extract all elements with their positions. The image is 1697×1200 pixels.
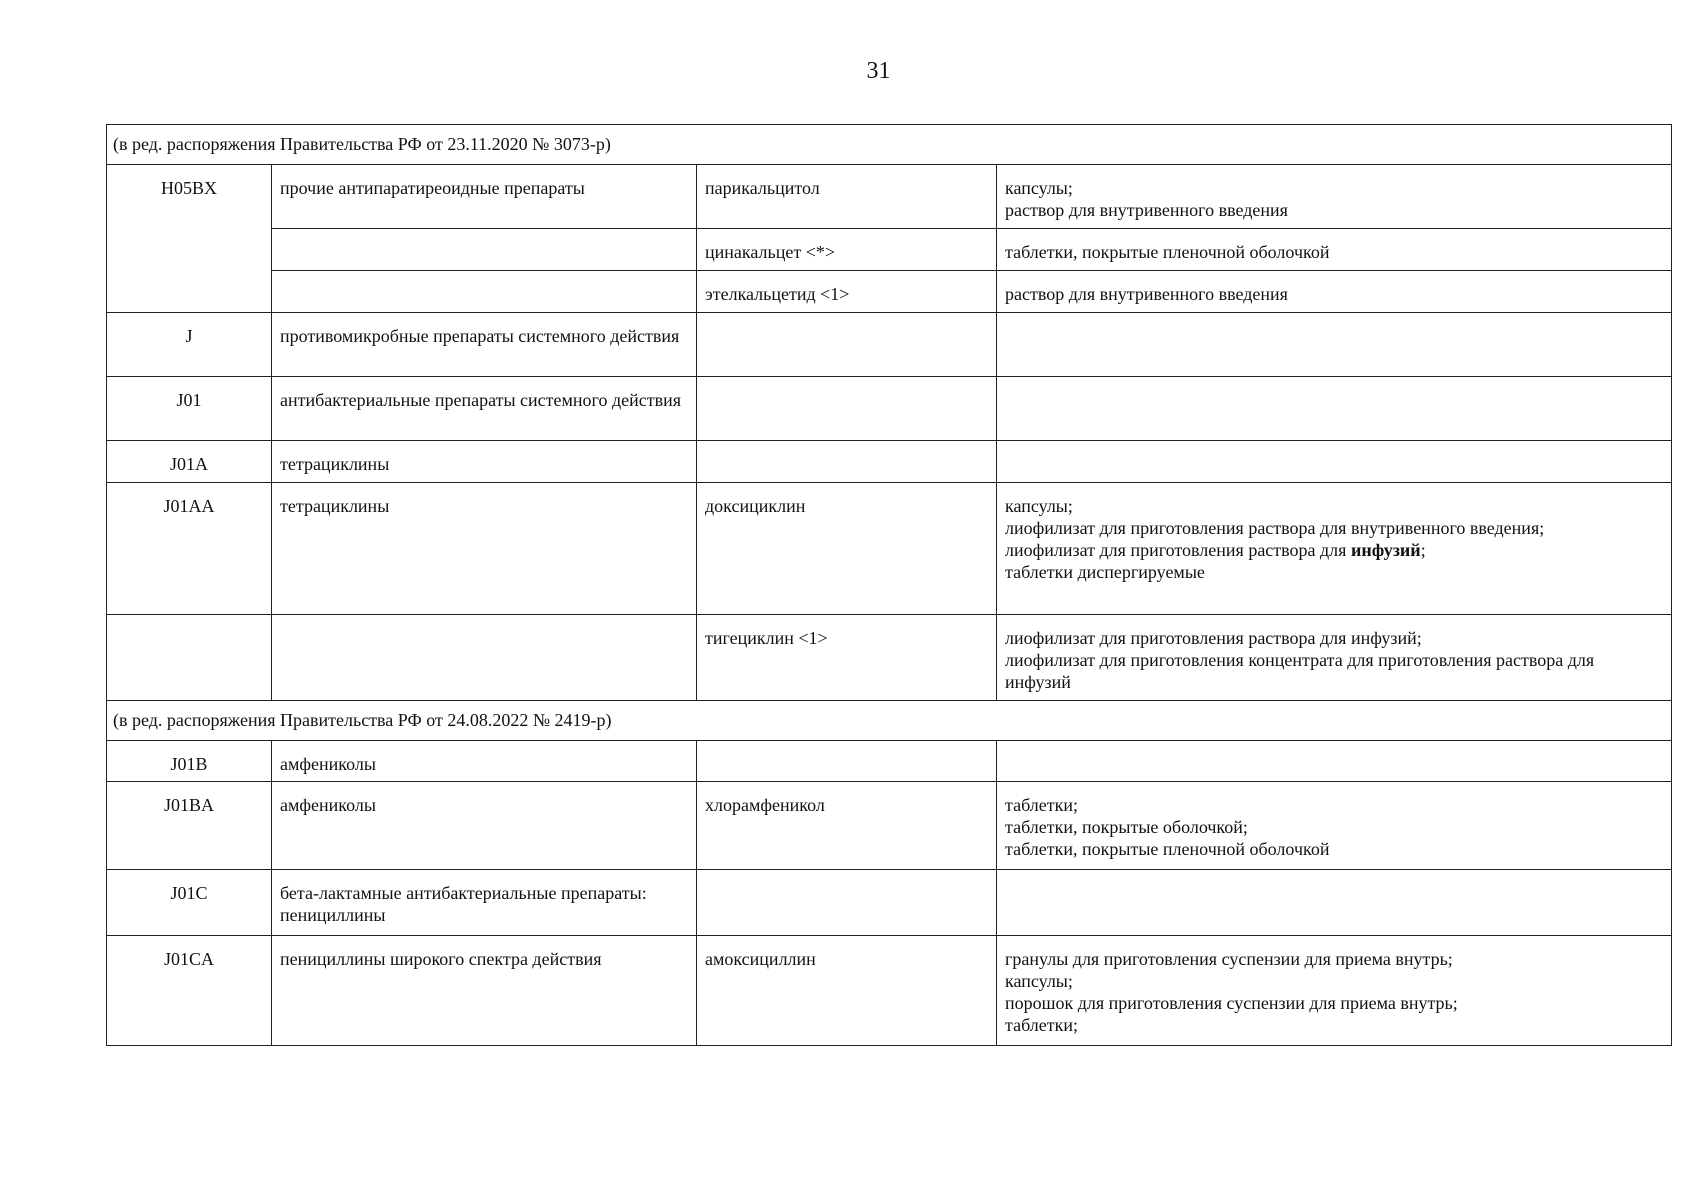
atc-code: J [107, 313, 272, 377]
drug-name: амоксициллин [697, 936, 997, 1046]
atc-group [272, 271, 697, 313]
table-row [107, 870, 1672, 936]
dosage-forms [997, 615, 1672, 701]
table-row [107, 936, 1672, 1046]
table-row [107, 229, 1672, 271]
atc-group: бета-лактамные антибактериальные препараты: пенициллины [272, 870, 697, 936]
amendment-row [107, 125, 1672, 165]
atc-group: амфениколы [272, 741, 697, 782]
table-row [107, 741, 1672, 782]
drug-name [697, 377, 997, 441]
atc-group: тетрациклины [272, 483, 697, 615]
table-row [107, 483, 1672, 615]
atc-group: противомикробные препараты системного действия [272, 313, 697, 377]
drug-name [697, 870, 997, 936]
dosage-form: порошок для приготовления суспензии для приема внутрь; [1005, 993, 1458, 1013]
dosage-form: таблетки, покрытые оболочкой; [1005, 817, 1248, 837]
table-row [107, 313, 1672, 377]
atc-group: антибактериальные препараты системного действия [272, 377, 697, 441]
dosage-forms [997, 936, 1672, 1046]
dosage-forms [997, 782, 1672, 870]
dosage-form-text: лиофилизат для приготовления раствора для [1005, 540, 1351, 560]
dosage-forms [997, 483, 1672, 615]
drug-name: этелкальцетид <1> [697, 271, 997, 313]
dosage-form: капсулы; [1005, 971, 1073, 991]
atc-code: J01AA [107, 483, 272, 615]
drug-name: тигециклин <1> [697, 615, 997, 701]
dosage-forms [997, 377, 1672, 441]
dosage-forms: таблетки, покрытые пленочной оболочкой [997, 229, 1672, 271]
table-row [107, 271, 1672, 313]
atc-code: J01 [107, 377, 272, 441]
amendment-note: (в ред. распоряжения Правительства РФ от 23.11.2020 № 3073-р) [107, 125, 1672, 165]
table-row [107, 441, 1672, 483]
atc-code: J01CA [107, 936, 272, 1046]
table-row [107, 615, 1672, 701]
atc-group: прочие антипаратиреоидные препараты [272, 165, 697, 229]
drug-table [106, 124, 1672, 1046]
dosage-forms [997, 313, 1672, 377]
page-number: 31 [866, 58, 891, 84]
dosage-form: гранулы для приготовления суспензии для приема внутрь; [1005, 949, 1453, 969]
drug-name: хлорамфеникол [697, 782, 997, 870]
dosage-form [1005, 539, 1663, 561]
table-row [107, 782, 1672, 870]
atc-code [107, 615, 272, 701]
atc-group [272, 615, 697, 701]
dosage-form: капсулы; [1005, 178, 1073, 198]
drug-name [697, 441, 997, 483]
amendment-row [107, 701, 1672, 741]
dosage-forms [997, 741, 1672, 782]
table-row [107, 165, 1672, 229]
atc-code: J01A [107, 441, 272, 483]
dosage-form: лиофилизат для приготовления раствора для внутривенного введения; [1005, 518, 1545, 538]
drug-name: доксициклин [697, 483, 997, 615]
dosage-form: лиофилизат для приготовления раствора для инфузий; [1005, 628, 1422, 648]
dosage-forms [997, 870, 1672, 936]
dosage-forms [997, 165, 1672, 229]
dosage-forms [997, 441, 1672, 483]
atc-group: пенициллины широкого спектра действия [272, 936, 697, 1046]
atc-group: тетрациклины [272, 441, 697, 483]
dosage-form: таблетки; [1005, 795, 1079, 815]
atc-group: амфениколы [272, 782, 697, 870]
dosage-form: раствор для внутривенного введения [1005, 200, 1288, 220]
dosage-form: таблетки; [1005, 1015, 1079, 1035]
drug-name [697, 313, 997, 377]
atc-code: J01C [107, 870, 272, 936]
amendment-note: (в ред. распоряжения Правительства РФ от 24.08.2022 № 2419-р) [107, 701, 1672, 741]
drug-name: цинакальцет <*> [697, 229, 997, 271]
dosage-form: таблетки, покрытые пленочной оболочкой [1005, 839, 1330, 859]
dosage-form: таблетки диспергируемые [1005, 562, 1205, 582]
atc-code: H05BX [107, 165, 272, 313]
drug-name: парикальцитол [697, 165, 997, 229]
dosage-form: капсулы; [1005, 496, 1073, 516]
atc-code: J01B [107, 741, 272, 782]
atc-group [272, 229, 697, 271]
dosage-forms: раствор для внутривенного введения [997, 271, 1672, 313]
drug-name [697, 741, 997, 782]
dosage-form-bold-text: инфузий [1350, 540, 1421, 560]
table-row [107, 377, 1672, 441]
atc-code: J01BA [107, 782, 272, 870]
dosage-form-text: ; [1420, 540, 1426, 560]
dosage-form: лиофилизат для приготовления концентрата для приготовления раствора для инфузий [1005, 650, 1595, 692]
